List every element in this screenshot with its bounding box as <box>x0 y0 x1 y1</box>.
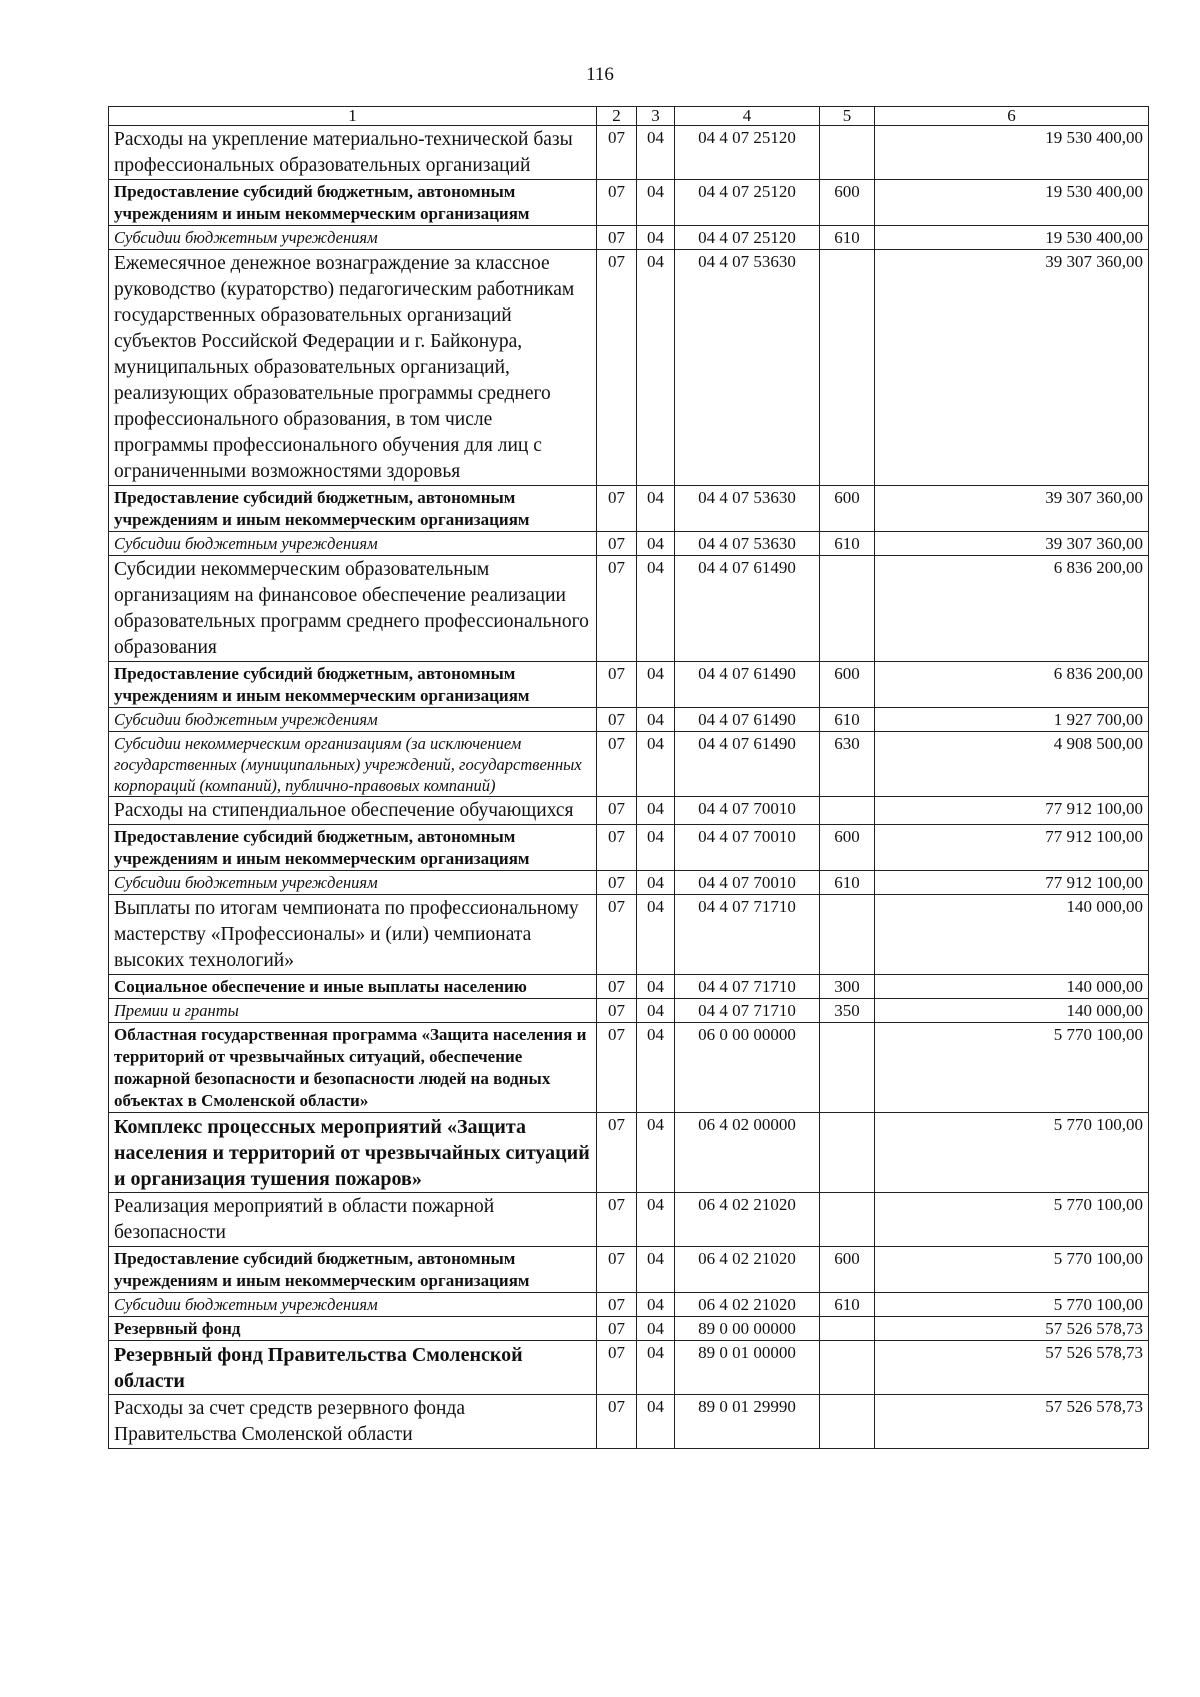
expense-type-cell <box>820 1395 875 1449</box>
target-article-cell: 04 4 07 70010 <box>675 825 820 871</box>
section-code-cell: 07 <box>597 250 637 486</box>
target-article-cell: 04 4 07 71710 <box>675 895 820 975</box>
table-row <box>109 126 1149 180</box>
expense-name-cell: Субсидии некоммерческим образовательным организациям на финансовое обеспечение реализации образовательных программ среднего профессионального образования <box>109 556 597 662</box>
expense-name-cell: Расходы на укрепление материально-технической базы профессиональных образовательных организаций <box>109 126 597 180</box>
target-article-cell: 06 4 02 21020 <box>675 1293 820 1317</box>
expense-name-cell: Предоставление субсидий бюджетным, автономным учреждениям и иным некоммерческим организациям <box>109 180 597 226</box>
table-row <box>109 1247 1149 1293</box>
subsection-code-cell: 04 <box>637 1395 675 1449</box>
amount-cell: 1 927 700,00 <box>875 708 1149 732</box>
subsection-code-cell: 04 <box>637 1317 675 1341</box>
table-row <box>109 180 1149 226</box>
section-code-cell: 07 <box>597 556 637 662</box>
expense-name-cell: Областная государственная программа «Защита населения и территорий от чрезвычайных ситуаций, обеспечение пожарной безопасности и безопасности людей на водных объектах в Смоленской области» <box>109 1023 597 1113</box>
subsection-code-cell: 04 <box>637 250 675 486</box>
subsection-code-cell: 04 <box>637 556 675 662</box>
section-code-cell: 07 <box>597 871 637 895</box>
table-row <box>109 999 1149 1023</box>
section-code-cell: 07 <box>597 732 637 797</box>
expense-type-cell: 610 <box>820 708 875 732</box>
amount-cell: 4 908 500,00 <box>875 732 1149 797</box>
target-article-cell: 89 0 01 29990 <box>675 1395 820 1449</box>
expense-name-cell: Комплекс процессных мероприятий «Защита населения и территорий от чрезвычайных ситуаций и организация тушения пожаров» <box>109 1113 597 1193</box>
table-row <box>109 486 1149 532</box>
subsection-code-cell: 04 <box>637 662 675 708</box>
amount-cell: 5 770 100,00 <box>875 1247 1149 1293</box>
section-code-cell: 07 <box>597 1113 637 1193</box>
expense-name-cell: Реализация мероприятий в области пожарной безопасности <box>109 1193 597 1247</box>
table-row <box>109 1023 1149 1113</box>
subsection-code-cell: 04 <box>637 1193 675 1247</box>
expense-name-cell: Резервный фонд Правительства Смоленской области <box>109 1341 597 1395</box>
header-cell: 5 <box>820 107 875 126</box>
expense-type-cell <box>820 126 875 180</box>
subsection-code-cell: 04 <box>637 999 675 1023</box>
section-code-cell: 07 <box>597 1293 637 1317</box>
table-row <box>109 250 1149 486</box>
expense-name-cell: Предоставление субсидий бюджетным, автономным учреждениям и иным некоммерческим организациям <box>109 486 597 532</box>
section-code-cell: 07 <box>597 825 637 871</box>
target-article-cell: 04 4 07 25120 <box>675 126 820 180</box>
page-number: 116 <box>586 64 614 85</box>
table-row <box>109 226 1149 250</box>
expense-name-cell: Социальное обеспечение и иные выплаты населению <box>109 975 597 999</box>
expense-type-cell: 610 <box>820 871 875 895</box>
target-article-cell: 89 0 01 00000 <box>675 1341 820 1395</box>
budget-table <box>108 106 1149 1449</box>
amount-cell: 77 912 100,00 <box>875 797 1149 825</box>
amount-cell: 6 836 200,00 <box>875 662 1149 708</box>
expense-name-cell: Предоставление субсидий бюджетным, автономным учреждениям и иным некоммерческим организациям <box>109 825 597 871</box>
section-code-cell: 07 <box>597 1341 637 1395</box>
expense-name-cell: Субсидии некоммерческим организациям (за исключением государственных (муниципальных) учреждений, государственных корпораций (компаний), публично-правовых компаний) <box>109 732 597 797</box>
expense-type-cell: 600 <box>820 486 875 532</box>
target-article-cell: 89 0 00 00000 <box>675 1317 820 1341</box>
target-article-cell: 04 4 07 71710 <box>675 975 820 999</box>
table-row <box>109 1395 1149 1449</box>
expense-type-cell: 610 <box>820 226 875 250</box>
expense-type-cell <box>820 1193 875 1247</box>
amount-cell: 57 526 578,73 <box>875 1395 1149 1449</box>
header-cell: 1 <box>109 107 597 126</box>
table-row <box>109 556 1149 662</box>
subsection-code-cell: 04 <box>637 486 675 532</box>
subsection-code-cell: 04 <box>637 1293 675 1317</box>
expense-type-cell: 610 <box>820 532 875 556</box>
section-code-cell: 07 <box>597 999 637 1023</box>
table-row <box>109 1317 1149 1341</box>
section-code-cell: 07 <box>597 1193 637 1247</box>
table-row <box>109 708 1149 732</box>
target-article-cell: 04 4 07 61490 <box>675 732 820 797</box>
expense-name-cell: Резервный фонд <box>109 1317 597 1341</box>
expense-name-cell: Субсидии бюджетным учреждениям <box>109 532 597 556</box>
table-row <box>109 1293 1149 1317</box>
target-article-cell: 04 4 07 25120 <box>675 226 820 250</box>
expense-name-cell: Субсидии бюджетным учреждениям <box>109 226 597 250</box>
header-row <box>109 107 1149 126</box>
table-row <box>109 532 1149 556</box>
expense-name-cell: Субсидии бюджетным учреждениям <box>109 871 597 895</box>
expense-type-cell <box>820 895 875 975</box>
amount-cell: 57 526 578,73 <box>875 1317 1149 1341</box>
expense-name-cell: Ежемесячное денежное вознаграждение за классное руководство (кураторство) педагогическим работникам государственных образовательных организаций субъектов Российской Федерации и г. Байконура, муниципальных образовательных организаций, реализующих образовательные программы среднего профессионального образования, в том числе программы профессионального обучения для лиц с ограниченными возможностями здоровья <box>109 250 597 486</box>
subsection-code-cell: 04 <box>637 1023 675 1113</box>
amount-cell: 39 307 360,00 <box>875 486 1149 532</box>
target-article-cell: 04 4 07 71710 <box>675 999 820 1023</box>
section-code-cell: 07 <box>597 1247 637 1293</box>
subsection-code-cell: 04 <box>637 1247 675 1293</box>
target-article-cell: 04 4 07 53630 <box>675 532 820 556</box>
expense-name-cell: Субсидии бюджетным учреждениям <box>109 1293 597 1317</box>
table-row <box>109 975 1149 999</box>
amount-cell: 19 530 400,00 <box>875 180 1149 226</box>
amount-cell: 5 770 100,00 <box>875 1113 1149 1193</box>
expense-name-cell: Расходы на стипендиальное обеспечение обучающихся <box>109 797 597 825</box>
amount-cell: 39 307 360,00 <box>875 250 1149 486</box>
expense-name-cell: Расходы за счет средств резервного фонда Правительства Смоленской области <box>109 1395 597 1449</box>
target-article-cell: 04 4 07 53630 <box>675 250 820 486</box>
expense-type-cell: 630 <box>820 732 875 797</box>
section-code-cell: 07 <box>597 180 637 226</box>
subsection-code-cell: 04 <box>637 871 675 895</box>
target-article-cell: 06 4 02 21020 <box>675 1247 820 1293</box>
table-row <box>109 797 1149 825</box>
section-code-cell: 07 <box>597 1395 637 1449</box>
subsection-code-cell: 04 <box>637 708 675 732</box>
table-row <box>109 1113 1149 1193</box>
expense-name-cell: Субсидии бюджетным учреждениям <box>109 708 597 732</box>
expense-type-cell: 350 <box>820 999 875 1023</box>
subsection-code-cell: 04 <box>637 975 675 999</box>
amount-cell: 140 000,00 <box>875 975 1149 999</box>
expense-name-cell: Выплаты по итогам чемпионата по профессиональному мастерству «Профессионалы» и (или) чемпионата высоких технологий» <box>109 895 597 975</box>
target-article-cell: 04 4 07 70010 <box>675 797 820 825</box>
target-article-cell: 04 4 07 53630 <box>675 486 820 532</box>
target-article-cell: 06 4 02 00000 <box>675 1113 820 1193</box>
header-cell: 4 <box>675 107 820 126</box>
target-article-cell: 06 0 00 00000 <box>675 1023 820 1113</box>
expense-type-cell <box>820 1113 875 1193</box>
amount-cell: 5 770 100,00 <box>875 1293 1149 1317</box>
section-code-cell: 07 <box>597 126 637 180</box>
expense-type-cell: 600 <box>820 825 875 871</box>
amount-cell: 6 836 200,00 <box>875 556 1149 662</box>
table-row <box>109 825 1149 871</box>
target-article-cell: 04 4 07 61490 <box>675 708 820 732</box>
amount-cell: 19 530 400,00 <box>875 126 1149 180</box>
expense-name-cell: Премии и гранты <box>109 999 597 1023</box>
expense-name-cell: Предоставление субсидий бюджетным, автономным учреждениям и иным некоммерческим организациям <box>109 662 597 708</box>
section-code-cell: 07 <box>597 1023 637 1113</box>
expense-type-cell <box>820 250 875 486</box>
section-code-cell: 07 <box>597 662 637 708</box>
amount-cell: 5 770 100,00 <box>875 1023 1149 1113</box>
section-code-cell: 07 <box>597 486 637 532</box>
expense-type-cell <box>820 797 875 825</box>
amount-cell: 39 307 360,00 <box>875 532 1149 556</box>
expense-type-cell: 300 <box>820 975 875 999</box>
subsection-code-cell: 04 <box>637 180 675 226</box>
subsection-code-cell: 04 <box>637 825 675 871</box>
subsection-code-cell: 04 <box>637 732 675 797</box>
amount-cell: 5 770 100,00 <box>875 1193 1149 1247</box>
expense-type-cell: 600 <box>820 1247 875 1293</box>
expense-type-cell: 600 <box>820 662 875 708</box>
expense-type-cell <box>820 1023 875 1113</box>
table-row <box>109 1193 1149 1247</box>
target-article-cell: 04 4 07 61490 <box>675 556 820 662</box>
amount-cell: 140 000,00 <box>875 895 1149 975</box>
header-cell: 3 <box>637 107 675 126</box>
subsection-code-cell: 04 <box>637 126 675 180</box>
table-row <box>109 662 1149 708</box>
target-article-cell: 06 4 02 21020 <box>675 1193 820 1247</box>
expense-type-cell <box>820 556 875 662</box>
section-code-cell: 07 <box>597 975 637 999</box>
target-article-cell: 04 4 07 61490 <box>675 662 820 708</box>
header-cell: 2 <box>597 107 637 126</box>
section-code-cell: 07 <box>597 708 637 732</box>
table-row <box>109 871 1149 895</box>
section-code-cell: 07 <box>597 226 637 250</box>
section-code-cell: 07 <box>597 895 637 975</box>
subsection-code-cell: 04 <box>637 1113 675 1193</box>
section-code-cell: 07 <box>597 1317 637 1341</box>
table-row <box>109 732 1149 797</box>
amount-cell: 77 912 100,00 <box>875 871 1149 895</box>
expense-type-cell <box>820 1317 875 1341</box>
amount-cell: 77 912 100,00 <box>875 825 1149 871</box>
table-row <box>109 1341 1149 1395</box>
subsection-code-cell: 04 <box>637 1341 675 1395</box>
subsection-code-cell: 04 <box>637 797 675 825</box>
amount-cell: 57 526 578,73 <box>875 1341 1149 1395</box>
subsection-code-cell: 04 <box>637 895 675 975</box>
subsection-code-cell: 04 <box>637 532 675 556</box>
header-cell: 6 <box>875 107 1149 126</box>
section-code-cell: 07 <box>597 532 637 556</box>
section-code-cell: 07 <box>597 797 637 825</box>
expense-name-cell: Предоставление субсидий бюджетным, автономным учреждениям и иным некоммерческим организациям <box>109 1247 597 1293</box>
amount-cell: 19 530 400,00 <box>875 226 1149 250</box>
target-article-cell: 04 4 07 70010 <box>675 871 820 895</box>
subsection-code-cell: 04 <box>637 226 675 250</box>
table-row <box>109 895 1149 975</box>
expense-type-cell <box>820 1341 875 1395</box>
expense-type-cell: 600 <box>820 180 875 226</box>
target-article-cell: 04 4 07 25120 <box>675 180 820 226</box>
amount-cell: 140 000,00 <box>875 999 1149 1023</box>
expense-type-cell: 610 <box>820 1293 875 1317</box>
